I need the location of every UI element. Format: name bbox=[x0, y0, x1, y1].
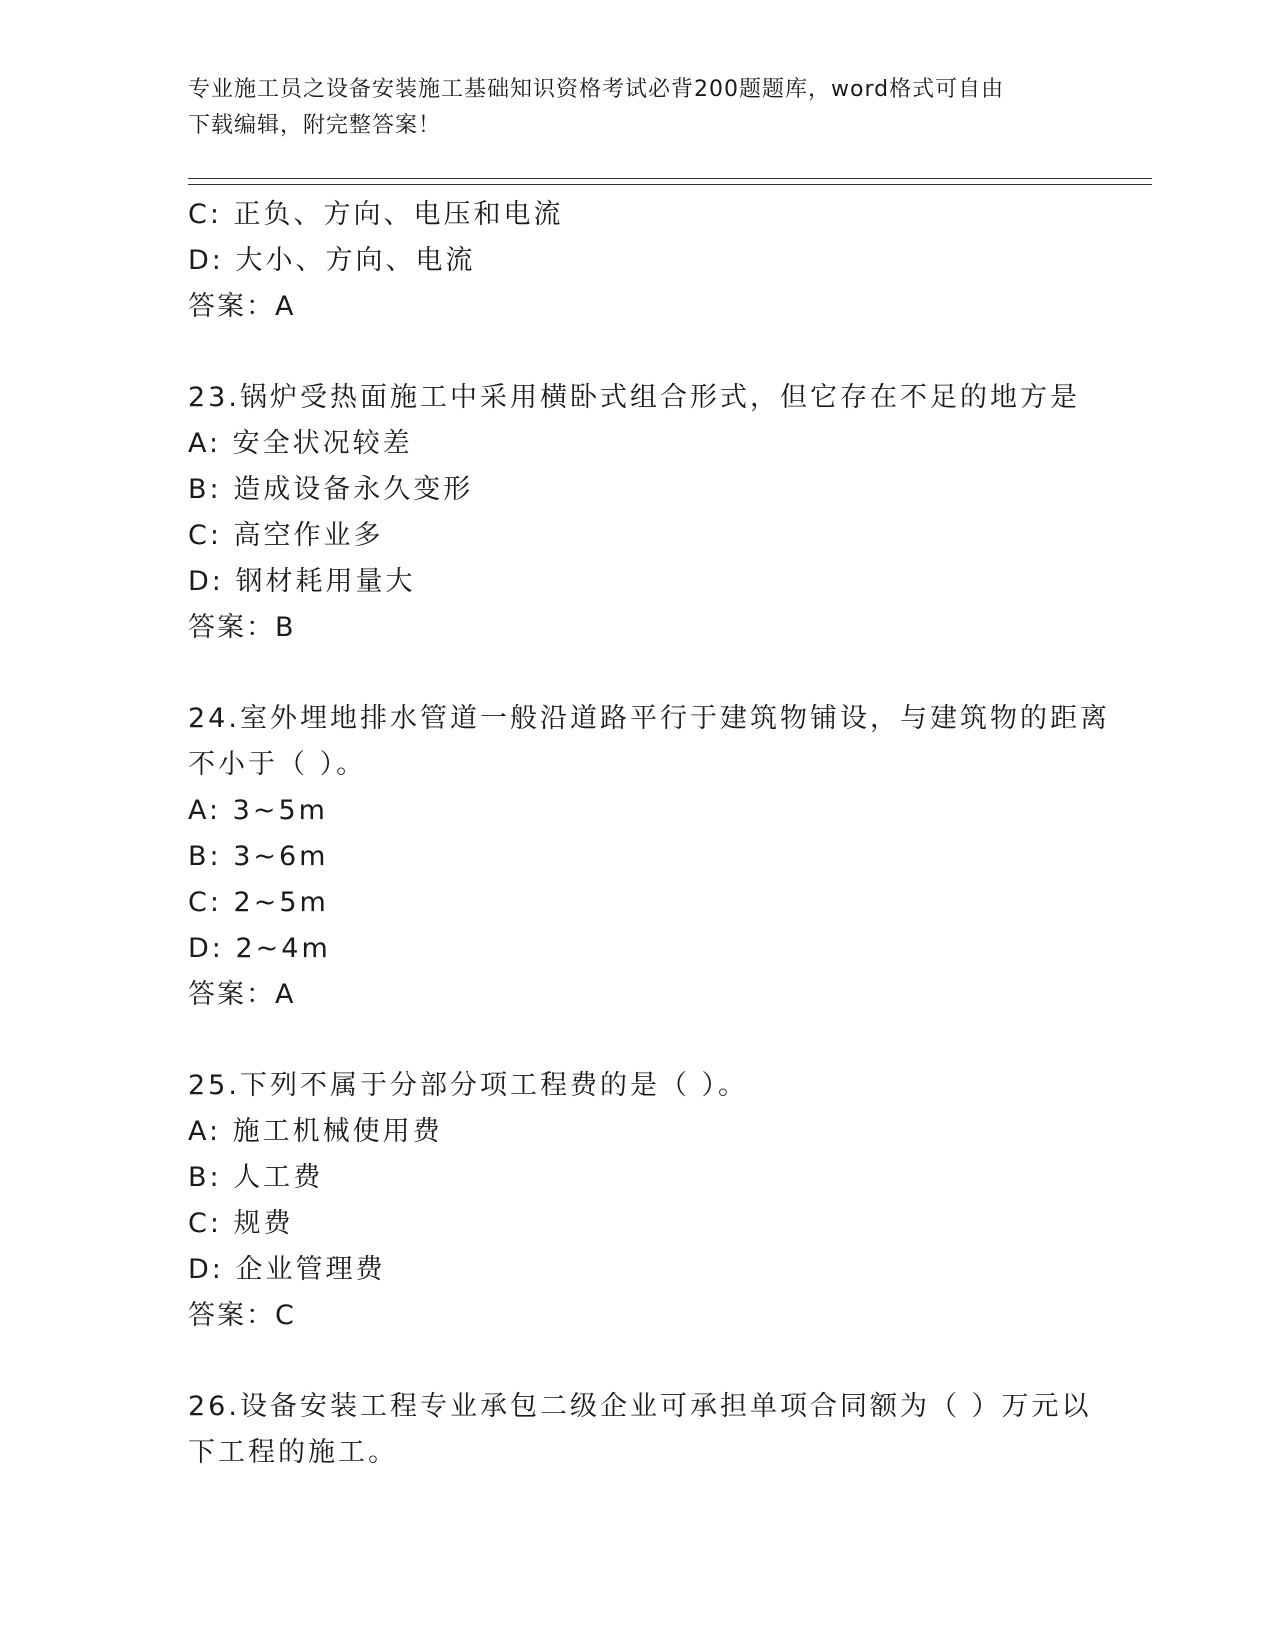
option-c: C: 2~5m bbox=[188, 887, 329, 918]
spacer bbox=[188, 1339, 1088, 1384]
option-d: D: 2~4m bbox=[188, 933, 331, 964]
question-25 bbox=[188, 1063, 1088, 1339]
answer-text: 答案：A bbox=[188, 979, 296, 1010]
option-a: A: 施工机械使用费 bbox=[188, 1116, 443, 1147]
answer-text: 答案：A bbox=[188, 291, 296, 322]
question-text-line-2: 下工程的施工。 bbox=[188, 1437, 398, 1468]
header-line-2: 下载编辑，附完整答案！ bbox=[188, 113, 442, 138]
option-d: D: 企业管理费 bbox=[188, 1254, 386, 1285]
option-b: B: 3~6m bbox=[188, 841, 329, 872]
document-header bbox=[188, 72, 1088, 144]
question-26 bbox=[188, 1384, 1092, 1476]
question-text-line-1: 24.室外埋地排水管道一般沿道路平行于建筑物铺设，与建筑物的距离 bbox=[188, 703, 1110, 734]
question-22-tail bbox=[188, 192, 1088, 330]
header-rule-top bbox=[188, 178, 1152, 179]
question-text-line-1: 26.设备安装工程专业承包二级企业可承担单项合同额为（ ）万元以 bbox=[188, 1391, 1092, 1422]
question-24 bbox=[188, 696, 1110, 1018]
answer-text: 答案：C bbox=[188, 1300, 296, 1331]
option-b: B: 人工费 bbox=[188, 1162, 324, 1193]
option-c: C: 高空作业多 bbox=[188, 520, 384, 551]
question-text: 23.锅炉受热面施工中采用横卧式组合形式，但它存在不足的地方是 bbox=[188, 382, 1080, 413]
option-c: C: 规费 bbox=[188, 1208, 294, 1239]
spacer bbox=[188, 1018, 1088, 1063]
question-text-line-2: 不小于（ ）。 bbox=[188, 749, 367, 780]
header-line-1: 专业施工员之设备安装施工基础知识资格考试必背200题题库，word格式可自由 bbox=[188, 77, 1005, 102]
header-rule-bottom bbox=[188, 184, 1152, 185]
spacer bbox=[188, 330, 1088, 375]
option-d: D: 大小、方向、电流 bbox=[188, 245, 476, 276]
question-list bbox=[188, 192, 1110, 1476]
option-a: A: 3~5m bbox=[188, 795, 328, 826]
question-text: 25.下列不属于分部分项工程费的是（ ）。 bbox=[188, 1070, 749, 1101]
option-c: C: 正负、方向、电压和电流 bbox=[188, 199, 564, 230]
option-d: D: 钢材耗用量大 bbox=[188, 566, 416, 597]
spacer bbox=[188, 651, 1088, 696]
answer-text: 答案：B bbox=[188, 612, 296, 643]
option-b: B: 造成设备永久变形 bbox=[188, 474, 474, 505]
option-a: A: 安全状况较差 bbox=[188, 428, 413, 459]
question-23 bbox=[188, 375, 1088, 651]
